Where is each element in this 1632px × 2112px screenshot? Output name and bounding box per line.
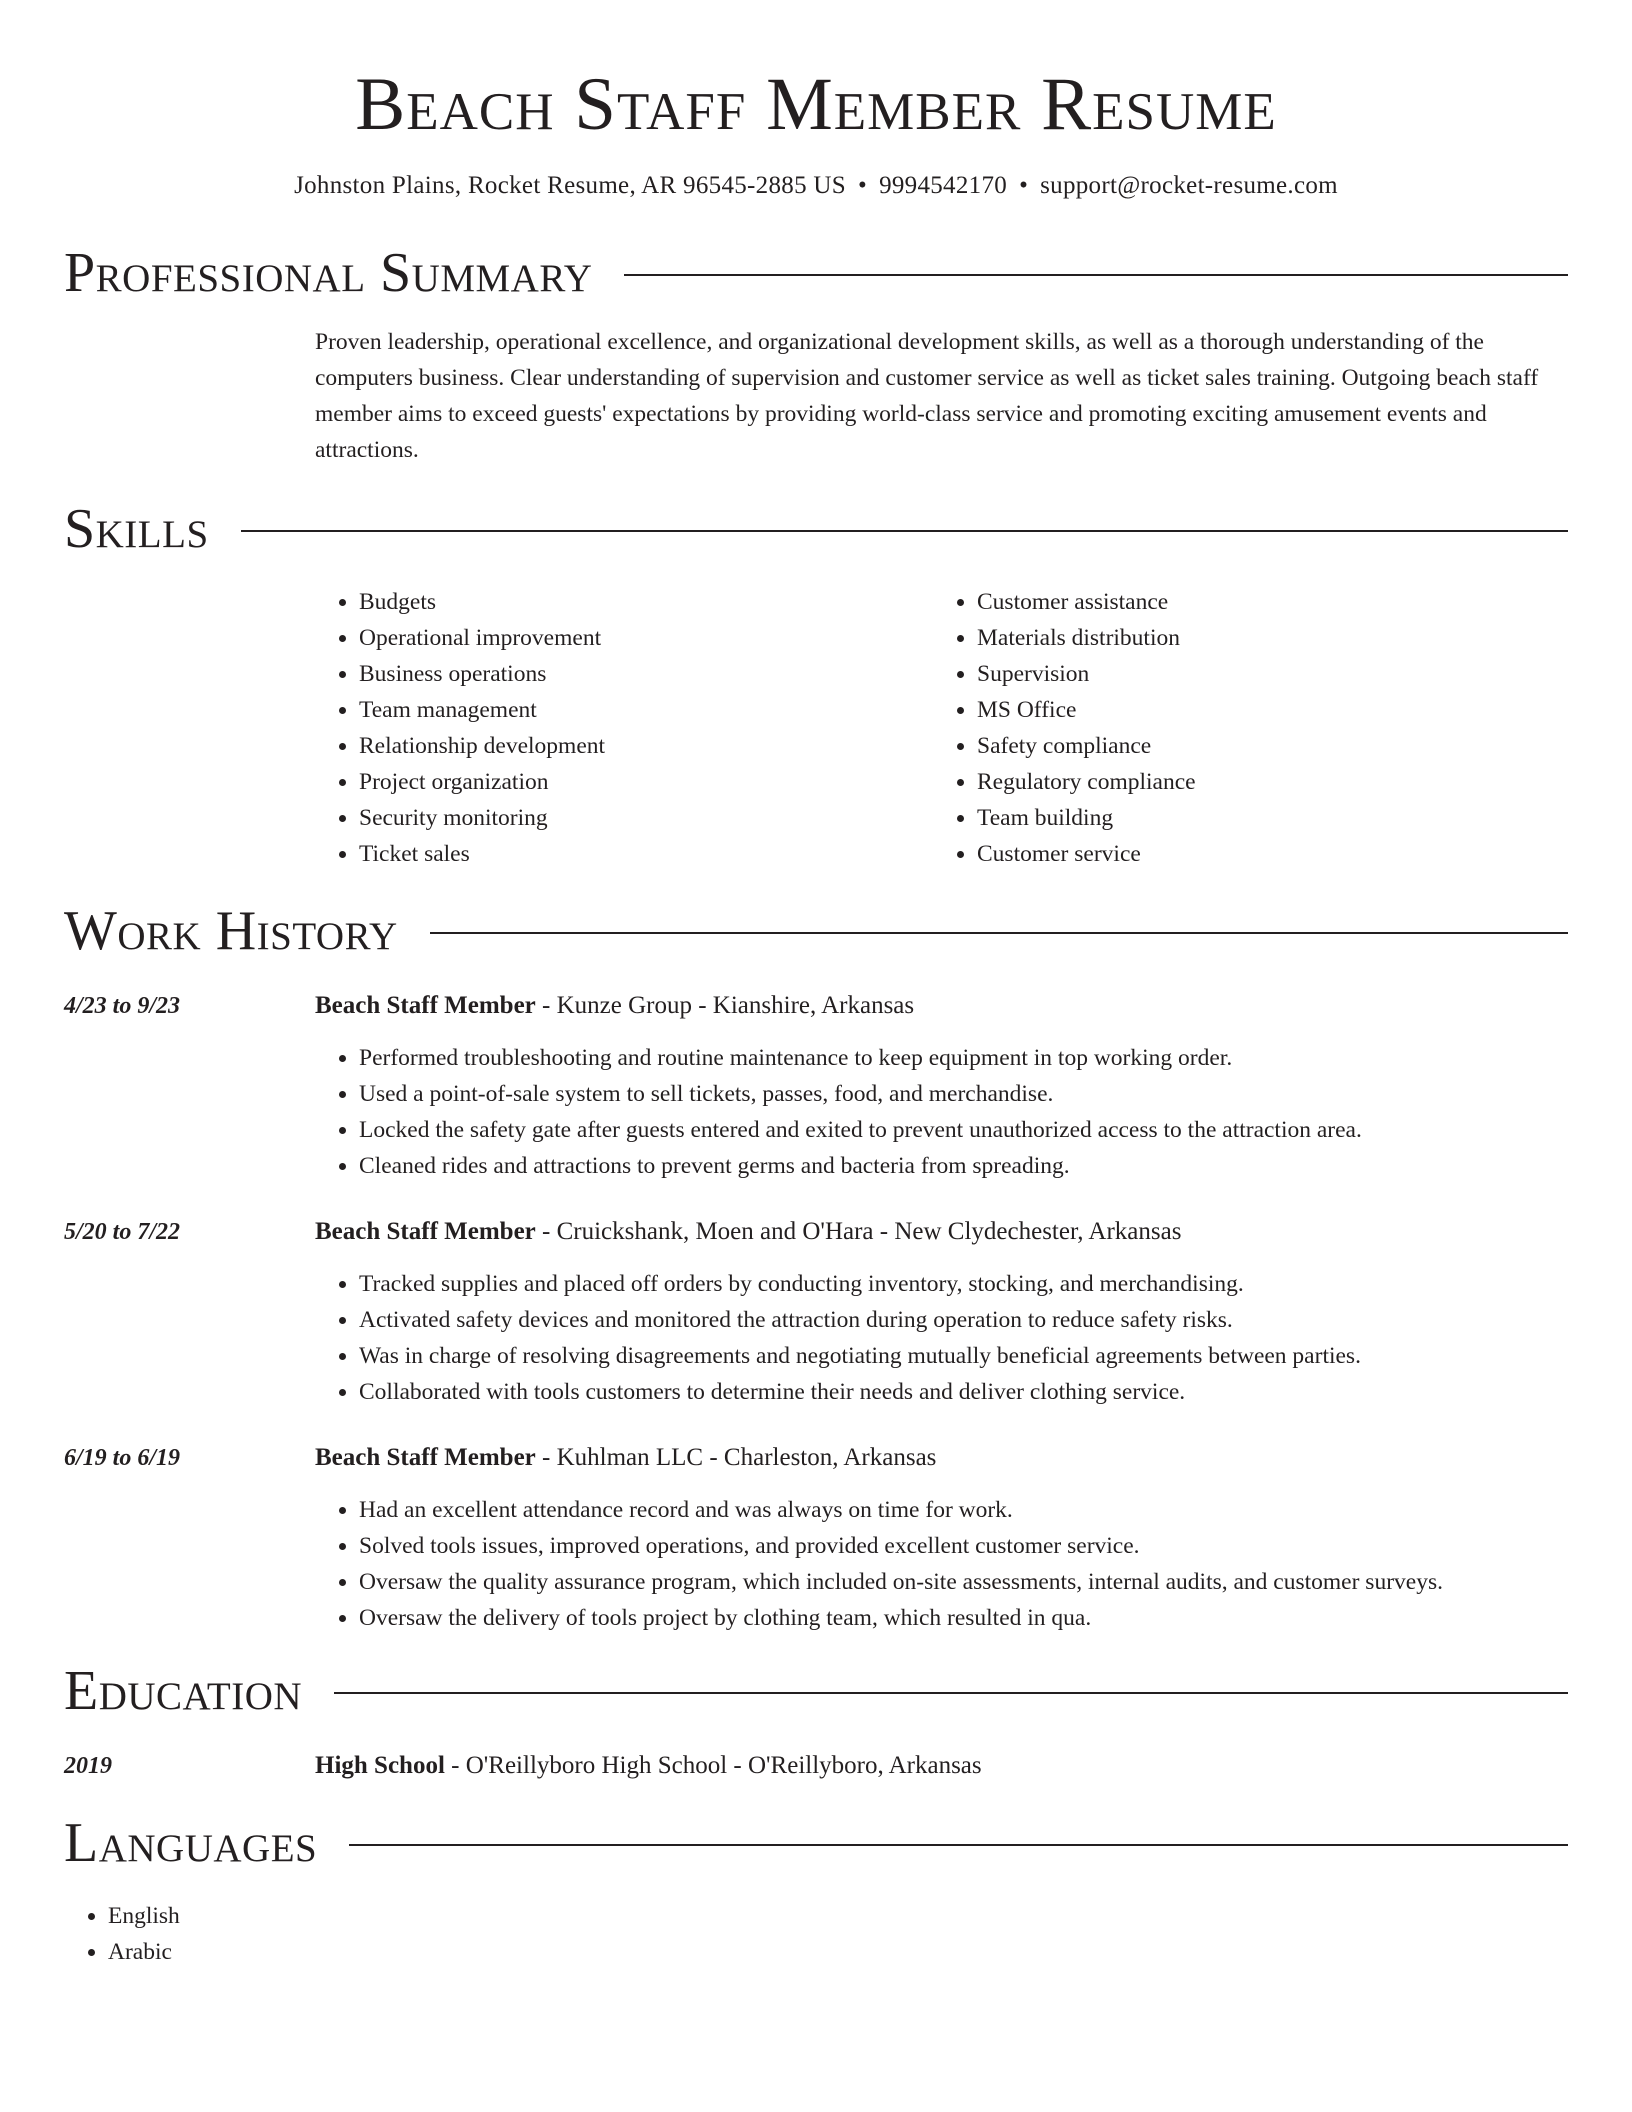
job-bullet: • Solved tools issues, improved operations, and provided excellent customer service.: [359, 1528, 1568, 1564]
skill-item: • Customer assistance: [977, 584, 1551, 620]
skills-section-header: [64, 498, 1568, 560]
work-heading: Work History: [64, 900, 398, 962]
skills-list: [315, 584, 1568, 872]
job-title: Beach Staff Member: [315, 992, 536, 1019]
education-degree: High School: [315, 1752, 445, 1779]
skill-item: • Team management: [359, 692, 933, 728]
summary-heading: Professional Summary: [64, 242, 593, 304]
section-divider: [241, 530, 1568, 532]
skill-item: • Supervision: [977, 656, 1551, 692]
job-bullet: • Was in charge of resolving disagreements and negotiating mutually beneficial agreements between parties.: [359, 1338, 1568, 1374]
job-title-line: [315, 1440, 1568, 1476]
work-section-header: [64, 900, 1568, 962]
job-bullet: • Activated safety devices and monitored the attraction during operation to reduce safety risks.: [359, 1302, 1568, 1338]
job-bullet: • Oversaw the delivery of tools project by clothing team, which resulted in qua.: [359, 1600, 1568, 1636]
education-year: 2019: [64, 1753, 112, 1779]
skill-item: • Security monitoring: [359, 800, 933, 836]
languages-heading: Languages: [64, 1812, 318, 1874]
skills-column-right: [933, 584, 1551, 872]
job-dates: 4/23 to 9/23: [64, 993, 181, 1019]
skill-item: • Regulatory compliance: [977, 764, 1551, 800]
language-item: • English: [108, 1898, 1568, 1934]
resume-title: Beach Staff Member Resume: [355, 63, 1277, 146]
section-divider: [349, 1844, 1568, 1846]
skill-item: • Ticket sales: [359, 836, 933, 872]
skill-item: • MS Office: [977, 692, 1551, 728]
languages-section-header: [64, 1812, 1568, 1874]
job-bullet: • Collaborated with tools customers to determine their needs and deliver clothing service.: [359, 1374, 1568, 1410]
job-bullets: [315, 1492, 1568, 1636]
work-list: [64, 988, 1568, 1636]
skill-item: • Budgets: [359, 584, 933, 620]
job-entry: [64, 1214, 1568, 1410]
job-title-line: [315, 1214, 1568, 1250]
job-details: - Kunze Group - Kianshire, Arkansas: [535, 992, 915, 1019]
separator-dot: •: [858, 172, 868, 199]
education-title-line: [315, 1748, 982, 1784]
job-title: Beach Staff Member: [315, 1444, 536, 1471]
skill-item: • Customer service: [977, 836, 1551, 872]
job-bullets: [315, 1266, 1568, 1410]
skill-item: • Business operations: [359, 656, 933, 692]
skills-heading: Skills: [64, 498, 209, 560]
job-bullets: [315, 1040, 1568, 1184]
job-bullet: • Cleaned rides and attractions to prevent germs and bacteria from spreading.: [359, 1148, 1568, 1184]
education-heading: Education: [64, 1660, 303, 1722]
job-details: - Kuhlman LLC - Charleston, Arkansas: [535, 1444, 937, 1471]
education-details: - O'Reillyboro High School - O'Reillyboro, Arkansas: [444, 1752, 982, 1779]
phone: 9994542170: [879, 172, 1008, 199]
resume-page: [64, 0, 1568, 1970]
contact-line: [64, 170, 1568, 202]
section-divider: [334, 1692, 1568, 1694]
skill-item: • Project organization: [359, 764, 933, 800]
skill-item: • Materials distribution: [977, 620, 1551, 656]
job-entry: [64, 1440, 1568, 1636]
job-body: [315, 1440, 1568, 1636]
job-bullet: • Had an excellent attendance record and was always on time for work.: [359, 1492, 1568, 1528]
summary-section-header: [64, 242, 1568, 304]
job-bullet: • Locked the safety gate after guests entered and exited to prevent unauthorized access to the attraction area.: [359, 1112, 1568, 1148]
job-body: [315, 1214, 1568, 1410]
education-section-header: [64, 1660, 1568, 1722]
job-bullet: • Tracked supplies and placed off orders by conducting inventory, stocking, and merchandising.: [359, 1266, 1568, 1302]
job-entry: [64, 988, 1568, 1184]
skill-item: • Operational improvement: [359, 620, 933, 656]
job-bullet: • Oversaw the quality assurance program, which included on-site assessments, internal audits, and customer surveys.: [359, 1564, 1568, 1600]
address: Johnston Plains, Rocket Resume, AR 96545-2885 US: [294, 172, 846, 199]
job-bullet: • Used a point-of-sale system to sell tickets, passes, food, and merchandise.: [359, 1076, 1568, 1112]
job-bullet: • Performed troubleshooting and routine maintenance to keep equipment in top working order.: [359, 1040, 1568, 1076]
job-dates: 5/20 to 7/22: [64, 1219, 181, 1245]
skill-item: • Relationship development: [359, 728, 933, 764]
section-divider: [624, 274, 1568, 276]
skill-item: • Team building: [977, 800, 1551, 836]
skill-item: • Safety compliance: [977, 728, 1551, 764]
job-details: - Cruickshank, Moen and O'Hara - New Clydechester, Arkansas: [535, 1218, 1182, 1245]
section-divider: [430, 932, 1568, 934]
job-body: [315, 988, 1568, 1184]
separator-dot: •: [1019, 172, 1029, 199]
summary-text: Proven leadership, operational excellence, and organizational development skills, as well as a thorough understanding of the computers business. Clear understanding of supervision and customer service as well as ticket sales training. Outgoing beach staff member aims to exceed guests' expectations by providing world-class service and promoting exciting amusement events and attractions.: [315, 329, 1539, 463]
education-entry: [64, 1748, 1568, 1784]
job-title-line: [315, 988, 1568, 1024]
email: support@rocket-resume.com: [1040, 172, 1338, 199]
job-title: Beach Staff Member: [315, 1218, 536, 1245]
language-item: • Arabic: [108, 1934, 1568, 1970]
languages-list: [64, 1898, 1568, 1970]
skills-column-left: [315, 584, 933, 872]
job-dates: 6/19 to 6/19: [64, 1445, 181, 1471]
